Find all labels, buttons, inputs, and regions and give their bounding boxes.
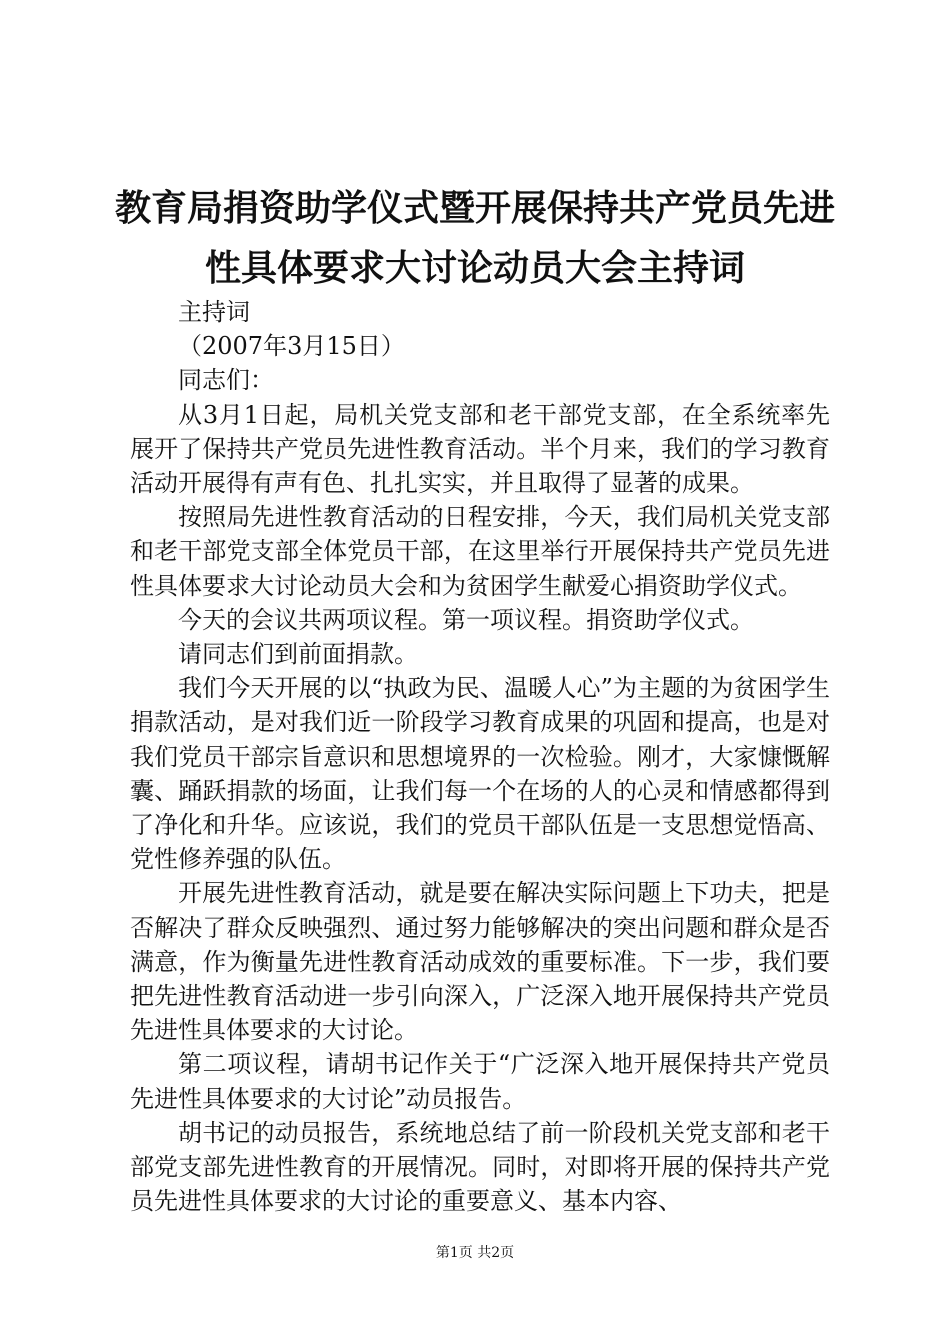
- page-number-footer: 第1页 共2页: [435, 1245, 515, 1261]
- body-paragraph: 按照局先进性教育活动的日程安排，今天，我们局机关党支部和老干部党支部全体党员干部，在这里举行开展保持共产党员先进性具体要求大讨论动员大会和为贫困学生献爱心捐资助学仪式。: [130, 503, 830, 600]
- document-title-line-2: 性具体要求大讨论动员大会主持词: [204, 247, 745, 289]
- document-title-line-1: 教育局捐资助学仪式暨开展保持共产党员先进: [114, 187, 835, 229]
- body-heading: 主持词: [178, 298, 250, 326]
- body-paragraph: 开展先进性教育活动，就是要在解决实际问题上下功夫，把是否解决了群众反映强烈、通过努力能够解决的突出问题和群众是否满意，作为衡量先进性教育活动成效的重要标准。下一步，我们要把先进性教育活动进一步引向深入，广泛深入地开展保持共产党员先进性具体要求的大讨论。: [130, 879, 830, 1045]
- body-paragraph: 从3月1日起，局机关党支部和老干部党支部，在全系统率先展开了保持共产党员先进性教育活动。半个月来，我们的学习教育活动开展得有声有色、扎扎实实，并且取得了显著的成果。: [130, 400, 830, 498]
- body-salutation: 同志们：: [178, 366, 274, 395]
- body-paragraph: 胡书记的动员报告，系统地总结了前一阶段机关党支部和老干部党支部先进性教育的开展情况。同时，对即将开展的保持共产党员先进性具体要求的大讨论的重要意义、基本内容、: [130, 1118, 830, 1216]
- body-date: （2007年3月15日）: [178, 332, 405, 361]
- body-paragraph: 请同志们到前面捐款。: [178, 640, 418, 669]
- body-paragraph: 我们今天开展的以“执政为民、温暖人心”为主题的为贫困学生捐款活动，是对我们近一阶段学习教育成果的巩固和提高，也是对我们党员干部宗旨意识和思想境界的一次检验。刚才，大家慷慨解囊、踊跃捐款的场面，让我们每一个在场的人的心灵和情感都得到了净化和升华。应该说，我们的党员干部队伍是一支思想觉悟高、党性修养强的队伍。: [130, 674, 830, 874]
- body-paragraph: 今天的会议共两项议程。第一项议程。捐资助学仪式。: [178, 605, 754, 634]
- document-body: [130, 295, 830, 1218]
- body-paragraph: 第二项议程，请胡书记作关于“广泛深入地开展保持共产党员先进性具体要求的大讨论”动员报告。: [130, 1050, 830, 1113]
